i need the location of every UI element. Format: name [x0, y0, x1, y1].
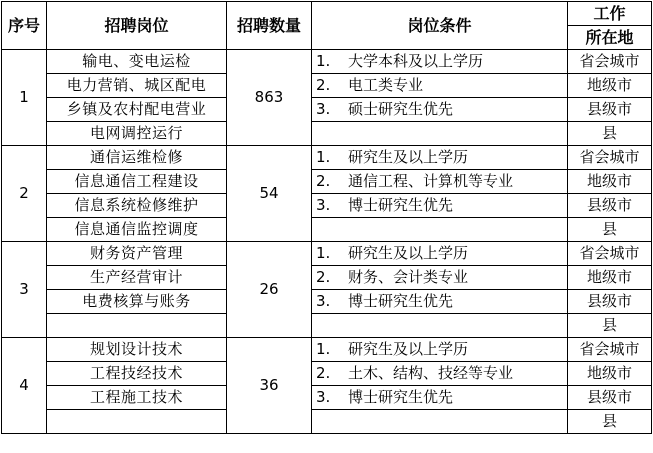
- location-cell: 县: [568, 122, 652, 146]
- condition-number: 3.: [316, 196, 331, 214]
- table-body: [2, 50, 652, 434]
- condition-cell: [312, 50, 568, 74]
- location-cell: 县级市: [568, 290, 652, 314]
- table-row: [2, 314, 652, 338]
- location-cell: 省会城市: [568, 242, 652, 266]
- count-cell: 863: [227, 50, 312, 146]
- condition-number: 2.: [316, 268, 331, 286]
- condition-cell: [312, 146, 568, 170]
- condition-text: 研究生及以上学历: [348, 244, 469, 262]
- condition-cell: [312, 194, 568, 218]
- table-row: [2, 266, 652, 290]
- table-row: [2, 98, 652, 122]
- position-cell: 工程施工技术: [47, 386, 227, 410]
- position-cell: 信息通信工程建设: [47, 170, 227, 194]
- condition-text: 研究生及以上学历: [348, 340, 469, 358]
- condition-number: 1.: [316, 244, 331, 262]
- position-cell: 通信运维检修: [47, 146, 227, 170]
- recruitment-table: [1, 1, 652, 434]
- condition-text: 电工类专业: [348, 76, 424, 94]
- table-row: [2, 218, 652, 242]
- location-cell: 地级市: [568, 362, 652, 386]
- seq-cell: 3: [2, 242, 47, 338]
- table-row: [2, 74, 652, 98]
- header-count: 招聘数量: [227, 2, 312, 50]
- condition-text: 硕士研究生优先: [348, 100, 454, 118]
- seq-cell: 1: [2, 50, 47, 146]
- condition-number: 2.: [316, 76, 331, 94]
- condition-text: 研究生及以上学历: [348, 148, 469, 166]
- header-position: 招聘岗位: [47, 2, 227, 50]
- position-cell: 乡镇及农村配电营业: [47, 98, 227, 122]
- position-cell: 规划设计技术: [47, 338, 227, 362]
- position-cell: 信息系统检修维护: [47, 194, 227, 218]
- seq-cell: 2: [2, 146, 47, 242]
- location-cell: 省会城市: [568, 50, 652, 74]
- condition-cell: [312, 74, 568, 98]
- condition-cell: [312, 170, 568, 194]
- condition-number: 1.: [316, 52, 331, 70]
- location-cell: 县级市: [568, 386, 652, 410]
- condition-text: 博士研究生优先: [348, 292, 454, 310]
- condition-number: 1.: [316, 340, 331, 358]
- table-row: [2, 362, 652, 386]
- condition-cell: [312, 338, 568, 362]
- location-cell: 地级市: [568, 74, 652, 98]
- condition-text: 通信工程、计算机等专业: [348, 172, 514, 190]
- header-conditions: 岗位条件: [312, 2, 568, 50]
- condition-number: 3.: [316, 100, 331, 118]
- table-row: [2, 146, 652, 170]
- condition-text: 博士研究生优先: [348, 388, 454, 406]
- table-row: [2, 290, 652, 314]
- position-cell: 输电、变电运检: [47, 50, 227, 74]
- position-cell: 电费核算与账务: [47, 290, 227, 314]
- position-cell: 生产经营审计: [47, 266, 227, 290]
- condition-cell: [312, 290, 568, 314]
- condition-number: 3.: [316, 388, 331, 406]
- location-cell: 县: [568, 218, 652, 242]
- location-cell: 县: [568, 314, 652, 338]
- condition-number: 2.: [316, 172, 331, 190]
- location-cell: 县级市: [568, 194, 652, 218]
- condition-cell: [312, 218, 568, 242]
- condition-cell: [312, 266, 568, 290]
- condition-text: 博士研究生优先: [348, 196, 454, 214]
- condition-cell: [312, 122, 568, 146]
- condition-cell: [312, 242, 568, 266]
- condition-number: 3.: [316, 292, 331, 310]
- table-row: [2, 170, 652, 194]
- condition-cell: [312, 314, 568, 338]
- count-cell: 26: [227, 242, 312, 338]
- condition-number: 2.: [316, 364, 331, 382]
- position-cell: 财务资产管理: [47, 242, 227, 266]
- condition-text: 土木、结构、技经等专业: [348, 364, 514, 382]
- table-row: [2, 50, 652, 74]
- condition-cell: [312, 362, 568, 386]
- position-cell: 工程技经技术: [47, 362, 227, 386]
- table-row: [2, 194, 652, 218]
- table-row: [2, 386, 652, 410]
- header-seq: 序号: [2, 2, 47, 50]
- location-cell: 县级市: [568, 98, 652, 122]
- count-cell: 36: [227, 338, 312, 434]
- condition-number: 1.: [316, 148, 331, 166]
- condition-text: 大学本科及以上学历: [348, 52, 484, 70]
- table-row: [2, 122, 652, 146]
- condition-cell: [312, 386, 568, 410]
- position-cell: 电网调控运行: [47, 122, 227, 146]
- condition-text: 财务、会计类专业: [348, 268, 469, 286]
- header-location-line2: 所在地: [568, 26, 652, 50]
- table-row: [2, 242, 652, 266]
- location-cell: 地级市: [568, 170, 652, 194]
- location-cell: 省会城市: [568, 146, 652, 170]
- header-location-line1: 工作: [568, 2, 652, 26]
- table-row: [2, 338, 652, 362]
- position-cell: 电力营销、城区配电: [47, 74, 227, 98]
- seq-cell: 4: [2, 338, 47, 434]
- table-row: [2, 410, 652, 434]
- position-cell: 信息通信监控调度: [47, 218, 227, 242]
- position-cell: [47, 314, 227, 338]
- location-cell: 县: [568, 410, 652, 434]
- position-cell: [47, 410, 227, 434]
- location-cell: 省会城市: [568, 338, 652, 362]
- count-cell: 54: [227, 146, 312, 242]
- location-cell: 地级市: [568, 266, 652, 290]
- condition-cell: [312, 410, 568, 434]
- condition-cell: [312, 98, 568, 122]
